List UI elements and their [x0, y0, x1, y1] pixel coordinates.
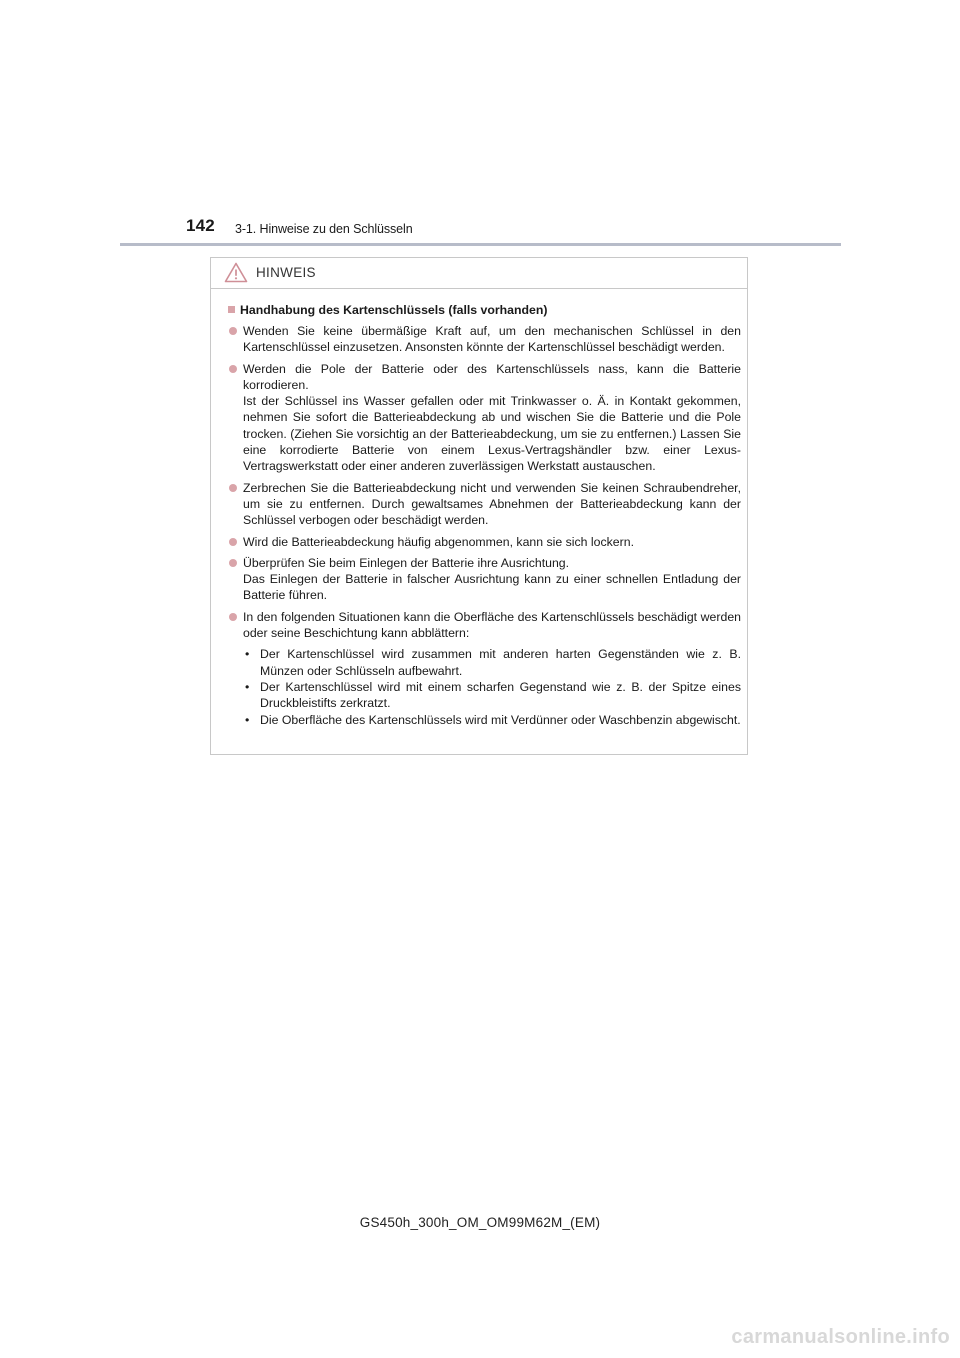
- circle-bullet-icon: [229, 484, 237, 492]
- document-code: GS450h_300h_OM_OM99M62M_(EM): [359, 1215, 601, 1230]
- sub-list-item: [243, 679, 741, 712]
- notice-item: [228, 323, 741, 356]
- section-heading: [228, 303, 741, 317]
- notice-item: [228, 534, 741, 550]
- warning-triangle-icon: [224, 262, 248, 283]
- notice-item-text: Ist der Schlüssel ins Wasser gefallen oder mit Trinkwasser o. Ä. in Kontakt gekommen, nehmen Sie sofort die Batterieabdeckung ab und wischen Sie die Batterie und die Pole trocken. (Ziehen Sie vorsichtig an der Batterieabdeckung, um sie zu entfernen.) Lassen Sie eine korrodierte Batterie von einem Lexus-Vertragshändler bzw. einer Lexus-Vertragswerkstatt oder einer anderen zuverlässigen Werkstatt austauschen.: [243, 394, 741, 474]
- section-heading-text: Handhabung des Kartenschlüssels (falls vorhanden): [240, 303, 548, 317]
- bullet-dot-icon: •: [245, 647, 250, 662]
- notice-item: [228, 361, 741, 475]
- notice-item: [228, 480, 741, 529]
- circle-bullet-icon: [229, 613, 237, 621]
- notice-item-text: Überprüfen Sie beim Einlegen der Batterie ihre Ausrichtung.: [243, 555, 570, 570]
- sub-list-item: [243, 712, 741, 728]
- sub-list-item-text: Der Kartenschlüssel wird zusammen mit anderen harten Gegenständen wie z. B. Münzen oder Schlüsseln aufbewahrt.: [260, 647, 741, 678]
- section-title: 3-1. Hinweise zu den Schlüsseln: [235, 222, 413, 236]
- notice-item-text: Werden die Pole der Batterie oder des Kartenschlüssels nass, kann die Batterie korrodieren.: [243, 361, 741, 392]
- watermark: carmanualsonline.info: [731, 1326, 950, 1348]
- circle-bullet-icon: [229, 559, 237, 567]
- sub-list-item: [243, 646, 741, 679]
- notice-item-text: In den folgenden Situationen kann die Oberfläche des Kartenschlüssels beschädigt werden oder seine Beschichtung kann abblättern:: [243, 609, 741, 641]
- notice-box: [210, 257, 748, 755]
- notice-item: [228, 609, 741, 728]
- sub-list-item-text: Die Oberfläche des Kartenschlüssels wird mit Verdünner oder Waschbenzin abgewischt.: [260, 712, 741, 727]
- circle-bullet-icon: [229, 365, 237, 373]
- notice-item-text: Wenden Sie keine übermäßige Kraft auf, um den mechanischen Schlüssel in den Kartenschlüssel einzusetzen. Ansonsten könnte der Kartenschlüssel beschädigt werden.: [243, 324, 741, 355]
- notice-item-text: Zerbrechen Sie die Batterieabdeckung nicht und verwenden Sie keinen Schraubendreher, um sie zu entfernen. Durch gewaltsames Abnehmen der Batterieabdeckung kann der Schlüssel verbogen oder beschädigt werden.: [243, 480, 741, 528]
- page-header: [0, 0, 960, 250]
- notice-item-text: Wird die Batterieabdeckung häufig abgenommen, kann sie sich lockern.: [243, 534, 634, 549]
- bullet-dot-icon: •: [245, 712, 250, 727]
- circle-bullet-icon: [229, 327, 237, 335]
- notice-item: [228, 555, 741, 604]
- notice-item-text: Das Einlegen der Batterie in falscher Ausrichtung kann zu einer schnellen Entladung der Batterie führen.: [243, 572, 741, 603]
- notice-body: [211, 289, 747, 728]
- sub-list: [243, 646, 741, 727]
- notice-header: [211, 258, 747, 289]
- bullet-dot-icon: •: [245, 679, 250, 694]
- notice-title: HINWEIS: [256, 265, 316, 280]
- header-divider: [120, 243, 841, 246]
- sub-list-item-text: Der Kartenschlüssel wird mit einem scharfen Gegenstand wie z. B. der Spitze eines Druckbleistifts zerkratzt.: [260, 679, 741, 711]
- square-bullet-icon: [228, 306, 235, 313]
- notice-items: [228, 323, 741, 728]
- page-number: 142: [186, 216, 215, 235]
- circle-bullet-icon: [229, 538, 237, 546]
